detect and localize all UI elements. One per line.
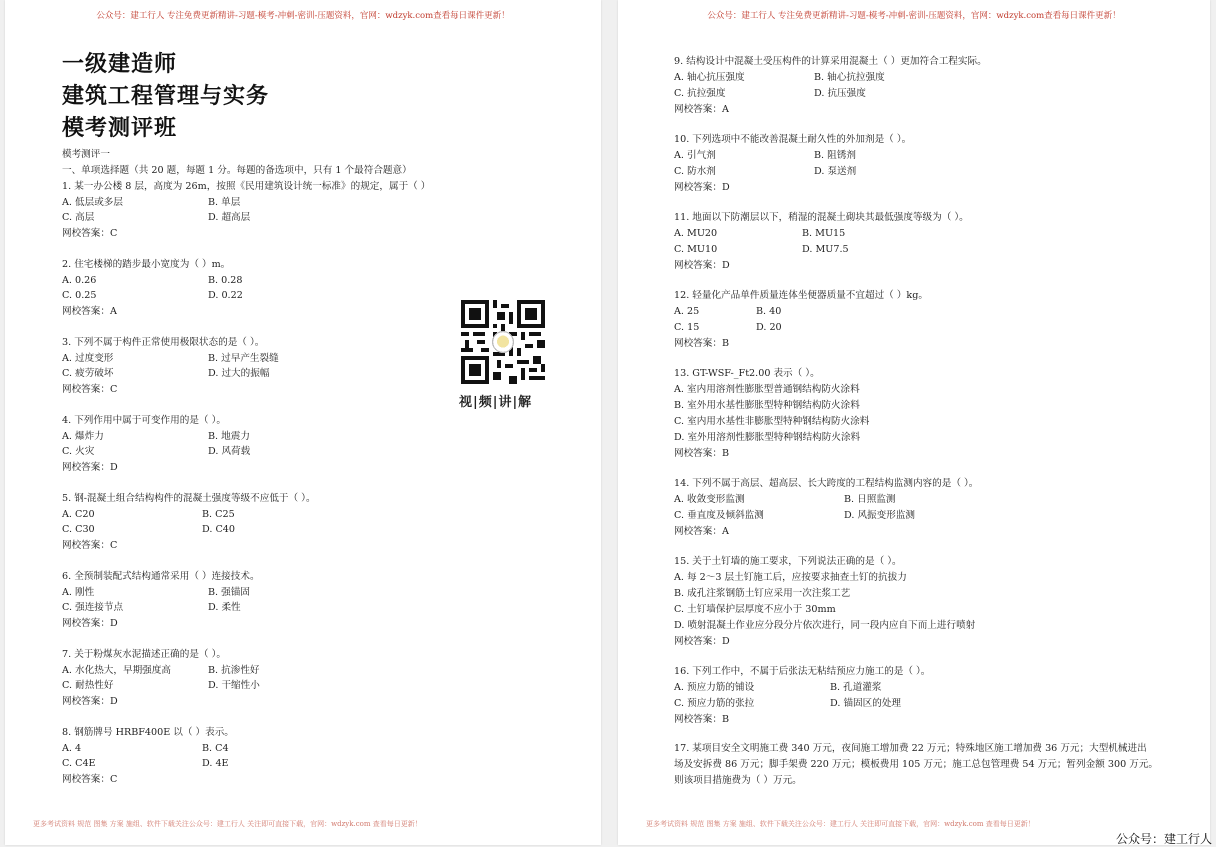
left-text-line: B. C25 bbox=[202, 509, 235, 520]
left-text-line: 1. 某一办公楼 8 层，高度为 26m，按照《民用建筑设计统一标准》的规定，属于（ ） bbox=[62, 181, 431, 192]
right-text-line: 网校答案：B bbox=[674, 338, 730, 349]
left-text-line: A. 爆炸力 bbox=[62, 431, 104, 442]
page-header: 公众号：建工行人 专注免费更新精讲-习题-模考-冲刺-密训-压题资料，官网：wdzyk.com查看每日课件更新！ bbox=[707, 11, 1121, 21]
right-text-line: D. 泵送剂 bbox=[814, 166, 857, 177]
left-text-line: C. C30 bbox=[62, 524, 95, 535]
left-text-line: 5. 钢-混凝土组合结构构件的混凝土强度等级不应低于（ ）。 bbox=[62, 493, 316, 504]
right-text-line: 9. 结构设计中混凝土受压构件的计算采用混凝土（ ）更加符合工程实际。 bbox=[674, 56, 987, 67]
right-text-line: D. 抗压强度 bbox=[814, 88, 866, 99]
left-text-line: D. 干缩性小 bbox=[208, 680, 260, 691]
left-text-line: 网校答案：D bbox=[62, 696, 118, 707]
left-text-line: 2. 住宅楼梯的踏步最小宽度为（ ）m。 bbox=[62, 259, 231, 270]
document-page-left bbox=[5, 0, 601, 845]
left-text-line: C. 高层 bbox=[62, 212, 95, 223]
left-text-line: 网校答案：C bbox=[62, 540, 118, 551]
right-text-line: C. 室内用水基性非膨胀型特种钢结构防火涂料 bbox=[674, 416, 870, 427]
right-text-line: B. 孔道灌浆 bbox=[830, 682, 882, 693]
left-text-line: 网校答案：D bbox=[62, 618, 118, 629]
doc-title-line-2: 建筑工程管理与实务 bbox=[62, 84, 270, 109]
left-text-line: 4. 下列作用中属于可变作用的是（ ）。 bbox=[62, 415, 226, 426]
left-text-line: 3. 下列不属于构件正常使用极限状态的是（ ）。 bbox=[62, 337, 265, 348]
page-footer: 更多考试资料 规范 图集 方案 施组、软件下载关注公众号：建工行人 关注即可直接下载，官网：wdzyk.com 查看每日更新！ bbox=[33, 820, 422, 828]
right-text-line: B. MU15 bbox=[802, 228, 846, 239]
right-text-line: 网校答案：A bbox=[674, 526, 729, 537]
right-text-line: 场及安拆费 86 万元；脚手架费 220 万元；模板费用 105 万元；施工总包管理费 54 万元；暂列金额 300 万元。 bbox=[674, 759, 1159, 770]
left-text-line: 模考测评一 bbox=[62, 149, 110, 160]
left-text-line: A. 低层或多层 bbox=[62, 197, 123, 208]
left-text-line: C. 0.25 bbox=[62, 290, 97, 301]
left-text-line: C. 强连接节点 bbox=[62, 602, 124, 613]
right-text-line: C. 垂直度及倾斜监测 bbox=[674, 510, 764, 521]
right-text-line: D. 风振变形监测 bbox=[844, 510, 916, 521]
left-text-line: A. 4 bbox=[62, 743, 82, 754]
left-text-line: D. 4E bbox=[202, 758, 229, 769]
left-text-line: 网校答案：A bbox=[62, 306, 117, 317]
left-text-line: 8. 钢筋牌号 HRBF400E 以（ ）表示。 bbox=[62, 727, 234, 738]
left-text-line: 网校答案：C bbox=[62, 774, 118, 785]
right-text-line: B. 室外用水基性膨胀型特种钢结构防火涂料 bbox=[674, 400, 860, 411]
right-text-line: A. MU20 bbox=[674, 228, 718, 239]
watermark-label: 公众号：建工行人 bbox=[1115, 832, 1212, 846]
left-text-line: A. 过度变形 bbox=[62, 353, 114, 364]
left-text-line: A. C20 bbox=[62, 509, 95, 520]
doc-title-line-1: 一级建造师 bbox=[62, 52, 178, 77]
right-text-line: 13. GT-WSF-_Ft2.00 表示（ ）。 bbox=[674, 368, 820, 379]
right-text-line: 16. 下列工作中，不属于后张法无粘结预应力施工的是（ ）。 bbox=[674, 666, 931, 677]
right-text-line: 10. 下列选项中不能改善混凝土耐久性的外加剂是（ ）。 bbox=[674, 134, 912, 145]
right-text-line: 则该项目措施费为（ ）万元。 bbox=[674, 775, 802, 786]
right-text-line: A. 引气剂 bbox=[674, 150, 716, 161]
qr-code-icon bbox=[461, 300, 545, 384]
right-text-line: C. 预应力筋的张拉 bbox=[674, 698, 755, 709]
left-text-line: C. 火灾 bbox=[62, 446, 95, 457]
right-text-line: D. 20 bbox=[756, 322, 782, 333]
document-page-right bbox=[618, 0, 1210, 845]
right-text-line: B. 轴心抗拉强度 bbox=[814, 72, 885, 83]
left-text-line: 6. 全预制装配式结构通常采用（ ）连接技术。 bbox=[62, 571, 260, 582]
left-text-line: D. 柔性 bbox=[208, 602, 241, 613]
right-text-line: B. 阻锈剂 bbox=[814, 150, 856, 161]
right-text-line: C. MU10 bbox=[674, 244, 718, 255]
left-text-line: C. 疲劳破坏 bbox=[62, 368, 114, 379]
right-text-line: 14. 下列不属于高层、超高层、长大跨度的工程结构监测内容的是（ ）。 bbox=[674, 478, 979, 489]
right-text-line: A. 每 2～3 层土钉施工后，应按要求抽查土钉的抗拔力 bbox=[674, 572, 907, 583]
right-text-line: B. 40 bbox=[756, 306, 782, 317]
right-text-line: 网校答案：D bbox=[674, 636, 730, 647]
left-text-line: A. 刚性 bbox=[62, 587, 95, 598]
right-text-line: D. 室外用溶剂性膨胀型特种钢结构防火涂料 bbox=[674, 432, 861, 443]
right-text-line: 网校答案：B bbox=[674, 714, 730, 725]
right-text-line: 网校答案：D bbox=[674, 260, 730, 271]
right-text-line: A. 室内用溶剂性膨胀型普通钢结构防火涂料 bbox=[674, 384, 860, 395]
left-text-line: B. 强锚固 bbox=[208, 587, 250, 598]
right-text-line: B. 日照监测 bbox=[844, 494, 896, 505]
qr-caption: 视|频|讲|解 bbox=[459, 395, 533, 410]
left-text-line: B. 过早产生裂缝 bbox=[208, 353, 279, 364]
right-text-line: A. 25 bbox=[674, 306, 700, 317]
right-text-line: 17. 某项目安全文明施工费 340 万元，夜间施工增加费 22 万元；特殊地区施工增加费 36 万元；大型机械进出 bbox=[674, 743, 1147, 754]
doc-title-line-3: 模考测评班 bbox=[62, 116, 178, 141]
page-footer: 更多考试资料 规范 图集 方案 施组、软件下载关注公众号：建工行人 关注即可直接下载，官网：wdzyk.com 查看每日更新！ bbox=[646, 820, 1035, 828]
right-text-line: D. 喷射混凝土作业应分段分片依次进行，同一段内应自下而上进行喷射 bbox=[674, 620, 976, 631]
right-text-line: C. 土钉墙保护层厚度不应小于 30mm bbox=[674, 604, 836, 615]
right-text-line: D. MU7.5 bbox=[802, 244, 849, 255]
left-text-line: C. 耐热性好 bbox=[62, 680, 114, 691]
right-text-line: 15. 关于土钉墙的施工要求，下列说法正确的是（ ）。 bbox=[674, 556, 902, 567]
right-text-line: D. 锚固区的处理 bbox=[830, 698, 902, 709]
right-text-line: C. 防水剂 bbox=[674, 166, 716, 177]
right-text-line: A. 收敛变形监测 bbox=[674, 494, 745, 505]
right-text-line: A. 预应力筋的铺设 bbox=[674, 682, 755, 693]
right-text-line: 网校答案：A bbox=[674, 104, 729, 115]
right-text-line: B. 成孔注浆钢筋土钉应采用一次注浆工艺 bbox=[674, 588, 851, 599]
left-text-line: D. 过大的振幅 bbox=[208, 368, 270, 379]
left-text-line: B. 抗渗性好 bbox=[208, 665, 260, 676]
left-text-line: B. 0.28 bbox=[208, 275, 243, 286]
left-text-line: B. 地震力 bbox=[208, 431, 250, 442]
right-text-line: 网校答案：B bbox=[674, 448, 730, 459]
left-text-line: 网校答案：D bbox=[62, 462, 118, 473]
left-text-line: A. 水化热大，早期强度高 bbox=[62, 665, 171, 676]
left-text-line: 网校答案：C bbox=[62, 384, 118, 395]
right-text-line: C. 抗拉强度 bbox=[674, 88, 726, 99]
right-text-line: 网校答案：D bbox=[674, 182, 730, 193]
left-text-line: D. 超高层 bbox=[208, 212, 251, 223]
left-text-line: D. C40 bbox=[202, 524, 235, 535]
left-text-line: 网校答案：C bbox=[62, 228, 118, 239]
left-text-line: B. C4 bbox=[202, 743, 229, 754]
page-header: 公众号：建工行人 专注免费更新精讲-习题-模考-冲刺-密训-压题资料，官网：wdzyk.com查看每日课件更新！ bbox=[96, 11, 510, 21]
right-text-line: A. 轴心抗压强度 bbox=[674, 72, 745, 83]
right-text-line: C. 15 bbox=[674, 322, 700, 333]
right-text-line: 11. 地面以下防潮层以下，稍湿的混凝土砌块其最低强度等级为（ ）。 bbox=[674, 212, 969, 223]
left-text-line: C. C4E bbox=[62, 758, 96, 769]
left-text-line: A. 0.26 bbox=[62, 275, 97, 286]
left-text-line: B. 单层 bbox=[208, 197, 241, 208]
left-text-line: 一、单项选择题（共 20 题，每题 1 分。每题的备选项中，只有 1 个最符合题意） bbox=[62, 165, 412, 176]
left-text-line: D. 风荷载 bbox=[208, 446, 251, 457]
right-text-line: 12. 轻量化产品单件质量连体坐便器质量不宜超过（ ）kg。 bbox=[674, 290, 928, 301]
left-text-line: 7. 关于粉煤灰水泥描述正确的是（ ）。 bbox=[62, 649, 226, 660]
left-text-line: D. 0.22 bbox=[208, 290, 243, 301]
